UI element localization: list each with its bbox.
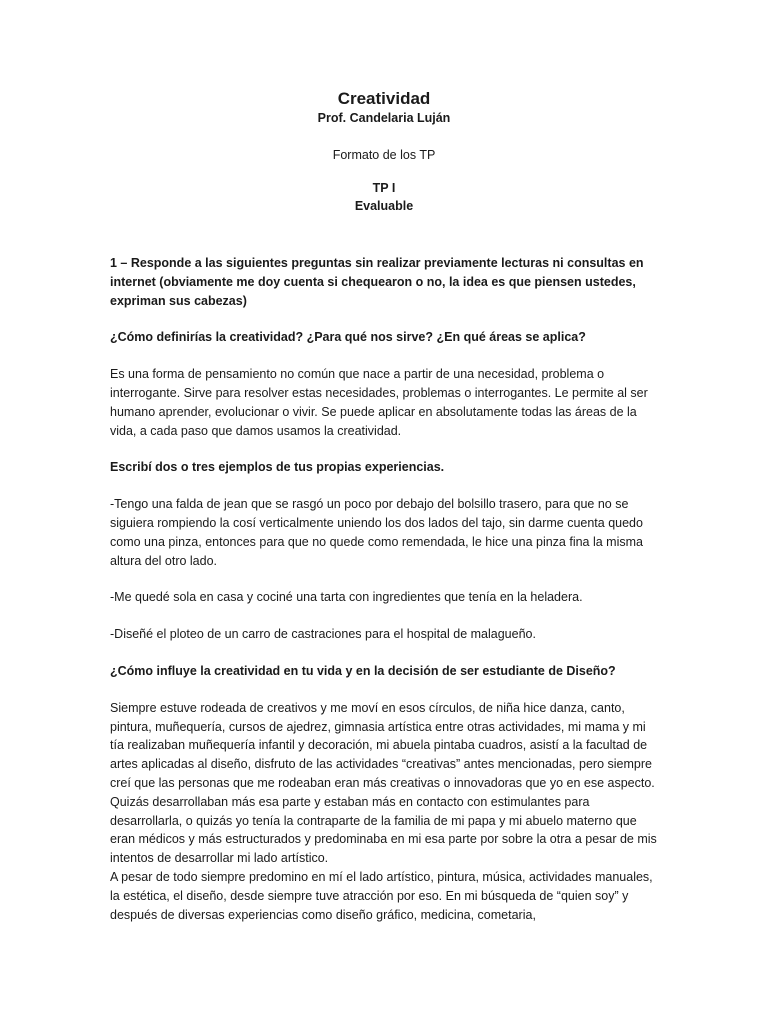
tp-number: TP I: [372, 181, 396, 195]
example-2: -Me quedé sola en casa y cociné una tarta con ingredientes que tenía en la heladera.: [110, 590, 583, 605]
question-2: Escribí dos o tres ejemplos de tus propias experiencias.: [110, 460, 445, 475]
question-3: ¿Cómo influye la creatividad en tu vida y en la decisión de ser estudiante de Diseño?: [110, 663, 616, 678]
question-1: ¿Cómo definirías la creatividad? ¿Para qué nos sirve? ¿En qué áreas se aplica?: [110, 330, 586, 345]
document-header: [110, 88, 658, 215]
answer-3-paragraph-1: Siempre estuve rodeada de creativos y me moví en esos círculos, de niña hice danza, canto, pintura, muñequería, cursos de ajedrez, gimnasia artística entre otras actividades, mi mama y mi tía realizaban muñequería infantil y decoración, mi abuela pintaba cuadros, asistí a la facultad de artes aplicadas al diseño, disfruto de las actividades “creativas” antes mencionadas, pero siempre creí que las personas que me rodeaban eran más creativas o innovadoras que yo en ese aspecto. Quizás desarrollaban más esa parte y estaban más en contacto con estimulantes para desarrollarla, o quizás yo tenía la contraparte de la familia de mi papa y mi abuelo materno que eran médicos y más estructurados y predominaba en mi esa parte por sobre la otra a pesar de mis intentos de desarrollar mi lado artístico.: [110, 700, 657, 866]
format-label: Formato de los TP: [332, 148, 436, 162]
document-title: Creatividad: [337, 89, 431, 108]
example-3: -Diseñé el ploteo de un carro de castraciones para el hospital de malagueño.: [110, 627, 536, 642]
tp-type: Evaluable: [354, 199, 414, 213]
example-1: -Tengo una falda de jean que se rasgó un poco por debajo del bolsillo trasero, para que no se siguiera rompiendo la cosí verticalmente uniendo los dos lados del tajo, sin darme cuenta quedo como una pinza, entonces para que no quede como remendada, le hice una pinza fina la misma altura del otro lado.: [110, 497, 643, 568]
instruction-paragraph: 1 – Responde a las siguientes preguntas sin realizar previamente lecturas ni consultas en internet (obviamente me doy cuenta si chequearon o no, la idea es que piensen ustedes, expriman sus cabezas): [110, 256, 644, 308]
document-body: [110, 254, 658, 924]
author-name: Prof. Candelaria Luján: [317, 111, 451, 125]
answer-3-paragraph-2: A pesar de todo siempre predomino en mí el lado artístico, pintura, música, actividades manuales, la estética, el diseño, desde siempre tuve atracción por eso. En mi búsqueda de “quien soy” y después de diversas experiencias como diseño gráfico, medicina, cometaria,: [110, 869, 653, 922]
answer-1: Es una forma de pensamiento no común que nace a partir de una necesidad, problema o interrogante. Sirve para resolver estas necesidades, problemas o interrogantes. Le permite al ser humano aprender, evolucionar o vivir. Se puede aplicar en absolutamente todas las áreas de la vida, a cada paso que damos usamos la creatividad.: [110, 367, 648, 438]
